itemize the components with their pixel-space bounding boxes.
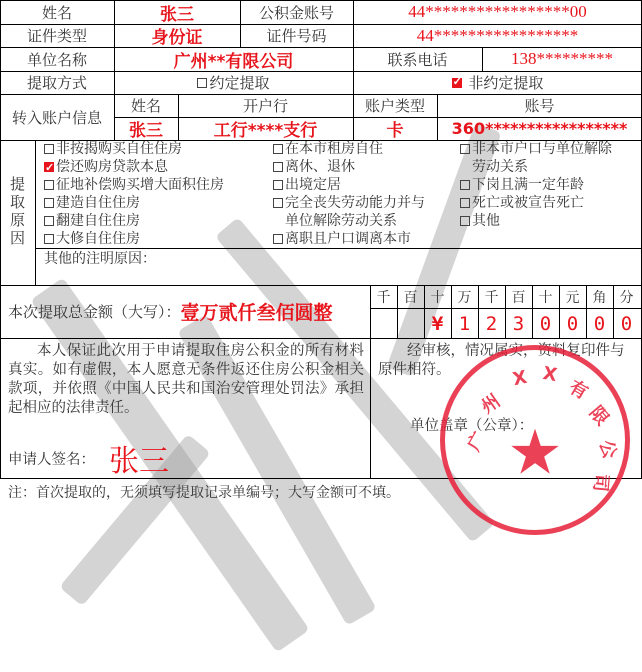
stamp-char: 有 xyxy=(565,376,592,404)
name-label: 姓名 xyxy=(41,3,72,22)
reason-item[interactable] xyxy=(460,194,584,212)
declaration-text: 本人保证此次用于申请提取住房公积金的所有材料真实。如有虚假，本人愿意无条件返还住房公积金相关款项，并依照《中国人民共和国治安管理处罚法》承担起相应的法律责任。 xyxy=(8,343,364,416)
checkbox-checked-icon[interactable] xyxy=(44,162,54,172)
amount-digit[interactable]: 0 xyxy=(539,312,552,335)
amount-digit[interactable] xyxy=(370,311,397,336)
unit-label: 百 xyxy=(511,290,526,306)
reason-label: 非本市户口与单位解除 xyxy=(472,141,612,157)
amount-digit[interactable]: 2 xyxy=(485,312,498,335)
id-type-field[interactable]: 身份证 xyxy=(151,28,203,47)
other-reason-input[interactable] xyxy=(180,250,635,282)
signature-label: 申请人签名： xyxy=(8,451,95,468)
amount-digit[interactable]: 0 xyxy=(620,312,633,335)
checkbox-non-agreed-checked[interactable] xyxy=(452,78,462,88)
checkbox-agreed[interactable] xyxy=(197,78,207,88)
reason-item[interactable] xyxy=(273,140,383,158)
id-number-field[interactable]: 44***************** xyxy=(416,25,579,45)
signature-field[interactable]: 张三 xyxy=(109,444,169,479)
other-reason-label: 其他的注明原因： xyxy=(44,251,156,267)
stamp-char: 州 xyxy=(477,390,505,418)
id-number-label: 证件号码 xyxy=(266,27,327,45)
reason-item[interactable] xyxy=(44,176,224,194)
checkbox-icon[interactable] xyxy=(273,180,283,190)
reasons-label xyxy=(0,175,35,247)
unit-label: 千 xyxy=(376,290,391,306)
reason-label: 离休、退休 xyxy=(285,159,355,175)
reason-item[interactable] xyxy=(273,158,355,176)
stamp-char: 广 xyxy=(463,428,491,455)
transfer-account-field[interactable]: 360***************** xyxy=(451,119,628,138)
stamp-label: 单位盖章（公章）： xyxy=(410,418,534,434)
reason-label: 出境定居 xyxy=(285,177,341,193)
reason-item[interactable] xyxy=(44,194,140,212)
reason-item[interactable] xyxy=(44,140,182,158)
transfer-label: 转入账户信息 xyxy=(11,108,102,127)
reason-label: 完全丧失劳动能力并与 xyxy=(285,195,425,211)
checkbox-icon[interactable] xyxy=(44,180,54,190)
checkbox-icon[interactable] xyxy=(460,216,470,226)
option-agreed-label: 约定提取 xyxy=(209,74,270,92)
amount-label: 本次提取总金额（大写）： xyxy=(8,303,181,321)
checkbox-icon[interactable] xyxy=(44,216,54,226)
amount-digit[interactable]: 3 xyxy=(512,312,525,335)
stamp-char: 公 xyxy=(594,437,621,462)
reason-continuation: 劳动关系 xyxy=(472,159,528,175)
star-icon: ★ xyxy=(507,415,563,489)
stamp-char: 限 xyxy=(585,402,613,430)
checkbox-icon[interactable] xyxy=(460,198,470,208)
unit-label: 千 xyxy=(484,290,499,306)
checkbox-icon[interactable] xyxy=(44,198,54,208)
reason-item[interactable] xyxy=(460,140,612,158)
option-non-agreed[interactable] xyxy=(353,71,642,94)
reason-item[interactable] xyxy=(44,158,168,176)
unit-label: 十 xyxy=(430,290,445,306)
option-agreed[interactable] xyxy=(114,71,353,94)
transfer-header-name: 姓名 xyxy=(130,97,161,115)
verification-text: 经审核，情况属实，资料复印件与原件相符。 xyxy=(378,343,625,378)
checkbox-icon[interactable] xyxy=(273,162,283,172)
reason-label: 大修自住住房 xyxy=(56,231,140,247)
checkbox-icon[interactable] xyxy=(44,144,54,154)
unit-label: 十 xyxy=(538,290,553,306)
transfer-bank-field[interactable]: 工行****支行 xyxy=(213,121,318,140)
stamp-char: 司 xyxy=(589,472,612,493)
stamp-char: X xyxy=(510,366,529,391)
fund-account-label: 公积金账号 xyxy=(258,3,334,22)
reasons-label-char: 提 xyxy=(9,175,25,193)
checkbox-icon[interactable] xyxy=(460,144,470,154)
unit-label: 分 xyxy=(619,290,634,306)
reason-item[interactable] xyxy=(273,176,341,194)
reason-label: 征地补偿购买增大面积住房 xyxy=(56,177,224,193)
reason-item[interactable] xyxy=(460,212,500,230)
transfer-type-field[interactable]: 卡 xyxy=(386,121,404,140)
unit-label: 角 xyxy=(592,290,607,306)
reason-item[interactable] xyxy=(44,230,140,248)
unit-label: 百 xyxy=(403,290,418,306)
id-type-label: 证件类型 xyxy=(26,27,87,45)
reason-label: 离职且户口调离本市 xyxy=(285,231,411,247)
transfer-header-bank: 开户行 xyxy=(242,97,288,115)
reason-label: 下岗且满一定年龄 xyxy=(472,177,584,193)
employer-label: 单位名称 xyxy=(26,50,87,69)
checkbox-icon[interactable] xyxy=(460,180,470,190)
signature-row xyxy=(8,440,169,479)
transfer-header-type: 账户类型 xyxy=(364,97,425,115)
reason-item[interactable] xyxy=(273,230,411,248)
amount-row xyxy=(8,285,333,338)
company-stamp xyxy=(440,345,630,535)
method-label: 提取方式 xyxy=(26,74,87,92)
reason-item[interactable] xyxy=(273,194,425,212)
checkbox-icon[interactable] xyxy=(44,234,54,244)
reason-item[interactable] xyxy=(44,212,140,230)
fund-account-field[interactable]: 44*****************00 xyxy=(408,2,587,21)
reason-label: 翻建自住住房 xyxy=(56,213,140,229)
reason-label: 在本市租房自住 xyxy=(285,141,383,157)
option-non-agreed-label: 非约定提取 xyxy=(468,74,544,92)
reason-label: 死亡或被宣告死亡 xyxy=(472,195,584,211)
reason-continuation: 单位解除劳动关系 xyxy=(285,213,397,229)
stamp-char: X xyxy=(541,362,559,387)
reasons-label-char: 取 xyxy=(9,193,25,211)
amount-digit[interactable] xyxy=(397,311,424,336)
reason-label: 建造自住住房 xyxy=(56,195,140,211)
reason-item[interactable] xyxy=(460,176,584,194)
reason-label: 偿还购房贷款本息 xyxy=(56,159,168,175)
phone-field[interactable]: 138********* xyxy=(511,49,613,68)
reasons-label-char: 因 xyxy=(9,229,25,247)
amount-digit[interactable]: 0 xyxy=(593,312,606,335)
transfer-name-field[interactable]: 张三 xyxy=(129,121,163,140)
unit-label: 元 xyxy=(565,290,580,306)
name-field[interactable]: 张三 xyxy=(160,4,194,24)
phone-label: 联系电话 xyxy=(387,50,448,69)
checkbox-icon[interactable] xyxy=(273,234,283,244)
checkbox-icon[interactable] xyxy=(273,198,283,208)
reasons-label-char: 原 xyxy=(9,211,25,229)
amount-digit[interactable]: 1 xyxy=(458,312,471,335)
transfer-header-account: 账号 xyxy=(524,97,555,115)
reason-label: 其他 xyxy=(472,213,500,229)
employer-field[interactable]: 广州**有限公司 xyxy=(173,51,294,71)
amount-digit[interactable]: 0 xyxy=(566,312,579,335)
checkbox-icon[interactable] xyxy=(273,144,283,154)
amount-uppercase-field[interactable]: 壹万贰仟叁佰圆整 xyxy=(180,302,333,324)
unit-label: 万 xyxy=(457,290,472,306)
reason-label: 非按揭购买自住住房 xyxy=(56,141,182,157)
amount-digit-currency[interactable]: ¥ xyxy=(431,312,444,335)
footnote: 注：首次提取的，无须填写提取记录单编号；大写金额可不填。 xyxy=(8,485,400,501)
